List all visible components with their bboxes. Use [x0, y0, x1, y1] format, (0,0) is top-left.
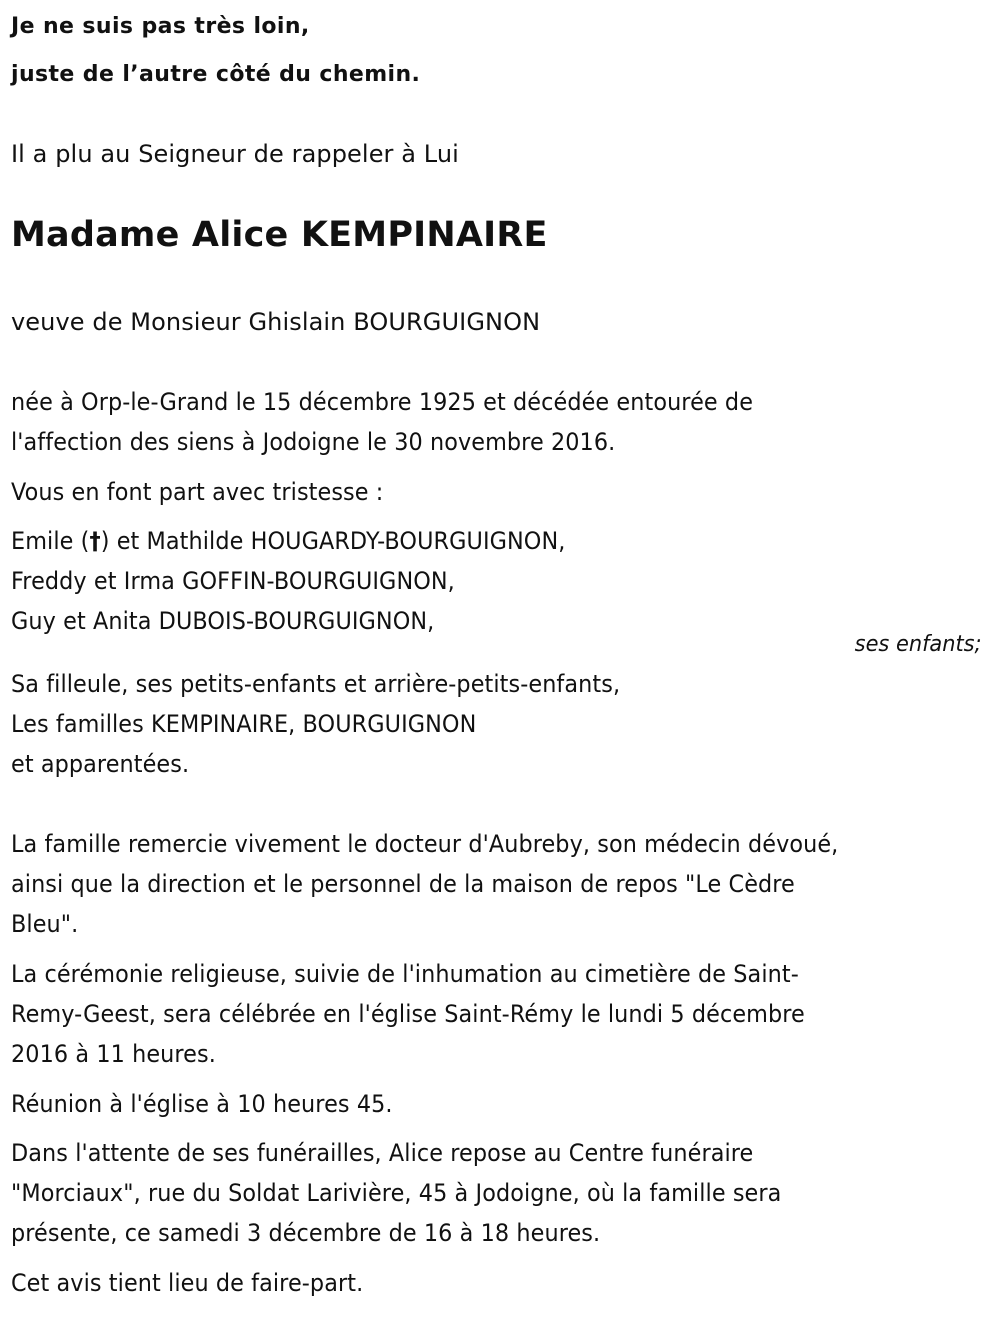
viewing-line-1: Dans l'attente de ses funérailles, Alice repose au Centre funéraire — [11, 1139, 754, 1167]
deceased-name: Madame Alice KEMPINAIRE — [11, 215, 548, 255]
children-line-1-end: ) et Mathilde HOUGARDY-BOURGUIGNON, — [100, 527, 566, 555]
family-line-3: et apparentées. — [11, 750, 190, 778]
thanks-line-2: ainsi que la direction et le personnel de la maison de repos "Le Cèdre — [11, 870, 795, 898]
children-line-2: Freddy et Irma GOFFIN-BOURGUIGNON, — [11, 567, 455, 595]
ceremony-line-3: 2016 à 11 heures. — [11, 1040, 216, 1068]
poem-line-2: juste de l’autre côté du chemin. — [11, 62, 421, 87]
poem-line-1: Je ne suis pas très loin, — [11, 14, 310, 39]
children-line-1 — [11, 526, 565, 556]
children-label: ses enfants; — [855, 632, 982, 657]
intro-text: Il a plu au Seigneur de rappeler à Lui — [11, 140, 459, 168]
ceremony-line-1: La cérémonie religieuse, suivie de l'inhumation au cimetière de Saint- — [11, 960, 799, 988]
widow-of-text: veuve de Monsieur Ghislain BOURGUIGNON — [11, 308, 541, 336]
thanks-line-1: La famille remercie vivement le docteur d'Aubreby, son médecin dévoué, — [11, 830, 839, 858]
closing-text: Cet avis tient lieu de faire-part. — [11, 1269, 364, 1297]
meeting-text: Réunion à l'église à 10 heures 45. — [11, 1090, 393, 1118]
family-line-1: Sa filleule, ses petits-enfants et arrière-petits-enfants, — [11, 670, 621, 698]
family-line-2: Les familles KEMPINAIRE, BOURGUIGNON — [11, 710, 477, 738]
viewing-line-3: présente, ce samedi 3 décembre de 16 à 18 heures. — [11, 1219, 601, 1247]
ceremony-line-2: Remy-Geest, sera célébrée en l'église Saint-Rémy le lundi 5 décembre — [11, 1000, 805, 1028]
children-line-1-start: Emile ( — [11, 527, 90, 555]
cross-icon: † — [89, 527, 101, 555]
birth-death-line-2: l'affection des siens à Jodoigne le 30 novembre 2016. — [11, 428, 616, 456]
children-line-3: Guy et Anita DUBOIS-BOURGUIGNON, — [11, 607, 435, 635]
thanks-line-3: Bleu". — [11, 910, 79, 938]
viewing-line-2: "Morciaux", rue du Soldat Larivière, 45 à Jodoigne, où la famille sera — [11, 1179, 782, 1207]
announcement-text: Vous en font part avec tristesse : — [11, 478, 384, 506]
birth-death-line-1: née à Orp-le-Grand le 15 décembre 1925 et décédée entourée de — [11, 388, 754, 416]
